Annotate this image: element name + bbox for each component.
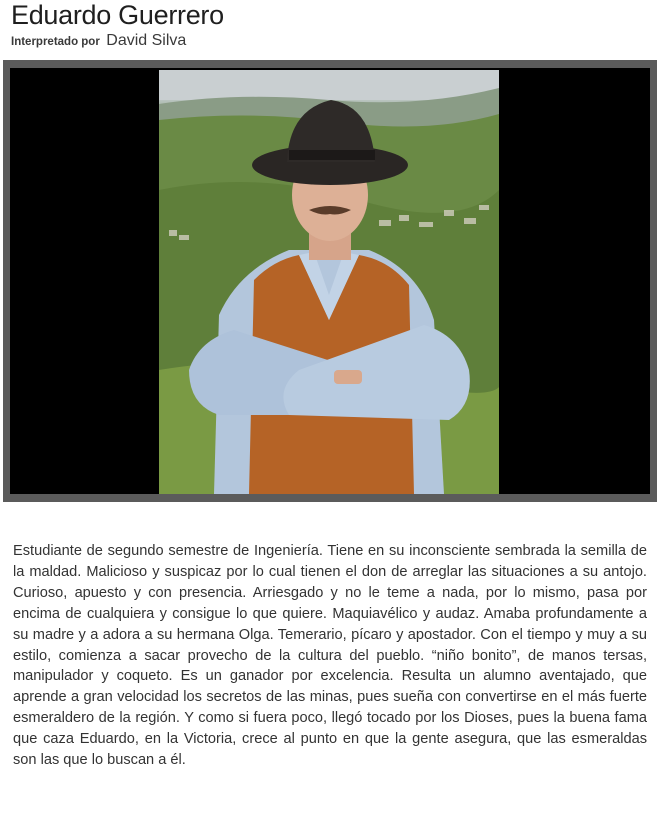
actor-credit bbox=[11, 32, 186, 50]
media-frame bbox=[3, 60, 657, 502]
character-description: Estudiante de segundo semestre de Ingeniería. Tiene en su inconsciente sembrada la semilla de la maldad. Malicioso y suspicaz por lo cual tienen el don de arreglar las situaciones a su antojo. Curioso, apuesto y con presencia. Arriesgado y no le teme a nada, por lo mismo, pasa por encima de cualquiera y consigue lo que quiere. Maquiavélico y audaz. Amaba profundamente a su madre y a adora a su hermana Olga. Temerario, pícaro y apostador. Con el tiempo y muy a su estilo, comienza a sacar provecho de la cultura del pueblo. “niño bonito”, de manos tersas, manipulador y coqueto. Es un ganador por excelencia. Resulta un alumno aventajado, que aprende a gran velocidad los secretos de las minas, pues sueña con convertirse en el más fuerte esmeraldero de la región. Y como si fuera poco, llegó tocado por los Dioses, pues la buena fama que caza Eduardo, en la Victoria, crece al punto en que la gente asegura, que las esmeraldas son las que lo buscan a él. bbox=[13, 543, 647, 769]
portrait-illustration bbox=[159, 70, 499, 494]
character-name: Eduardo Guerrero bbox=[11, 0, 224, 30]
actor-name: David Silva bbox=[106, 32, 187, 49]
character-photo bbox=[159, 70, 499, 494]
media-viewer bbox=[10, 68, 650, 494]
credit-prefix: Interpretado por bbox=[11, 36, 100, 48]
